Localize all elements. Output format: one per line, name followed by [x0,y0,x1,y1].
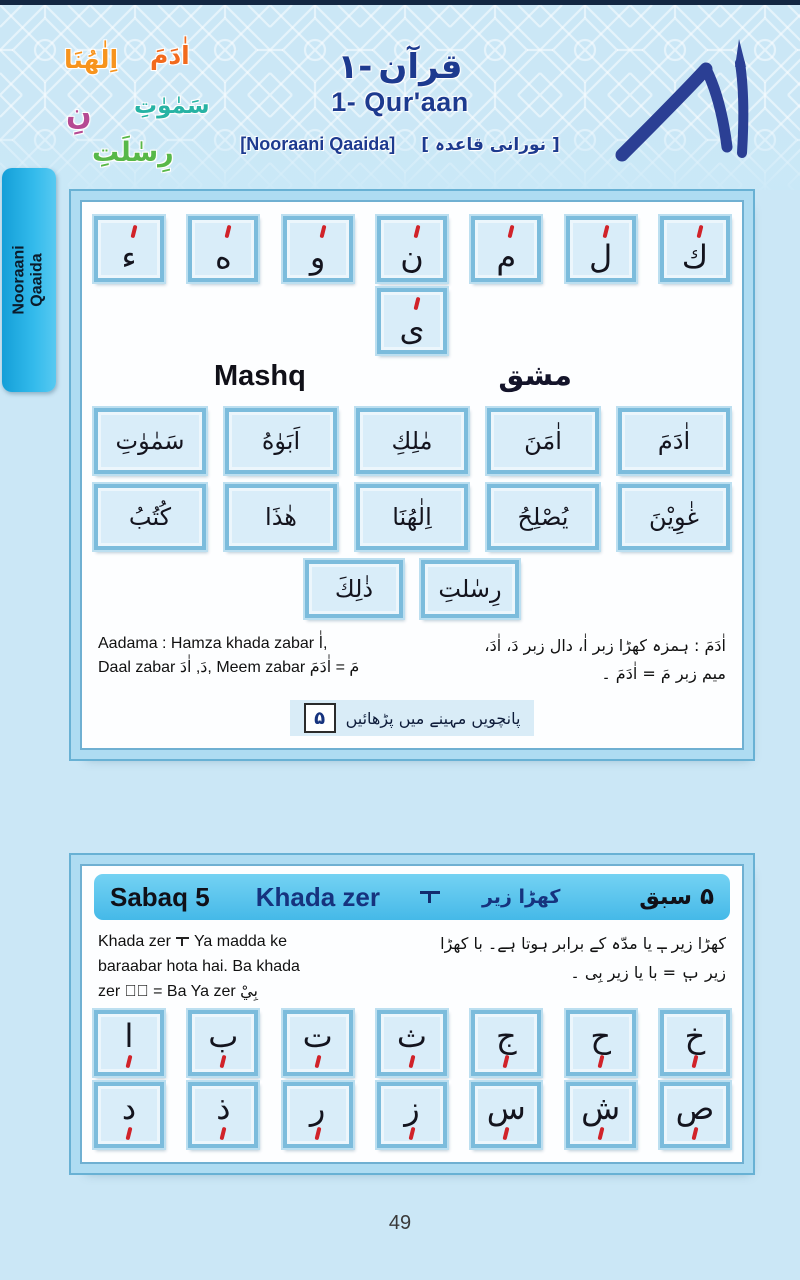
khada-zabar-mark-icon [602,224,609,238]
word-box [421,560,519,618]
note-number-badge: ۵ [304,703,336,733]
letter-box [377,216,447,282]
note-text: پانچویں مہینے میں پڑھائیں [345,708,521,728]
arabic-word: اٰمَنَ [524,427,562,455]
explanation-block [98,632,726,688]
arabic-letter: ا [124,1016,134,1055]
letter-box [566,1010,636,1076]
khada-zabar-mark-icon [696,224,703,238]
khada-zer-mark-icon [125,1055,132,1069]
arabic-letter: خ [684,1016,706,1055]
arabic-letter: ذ [216,1088,231,1127]
khada-zabar-mark-icon [319,224,326,238]
letter-box [377,1082,447,1148]
word-box [618,408,730,474]
sabaq5-body [98,930,726,1004]
khada-zabar-mark-icon [413,296,420,310]
letter-box [188,1082,258,1148]
khada-zabar-mark-icon [508,224,515,238]
title-english: 1- Qur'aan [331,87,469,117]
khada-zer-symbol-icon [420,891,440,903]
letter-box [377,288,447,354]
arabic-letter: ح [590,1016,611,1055]
letter-box [471,1082,541,1148]
khada-zer-mark-icon [597,1127,604,1141]
mashq-heading-arabic: مشق [498,358,572,392]
sabaq5-title-urdu: سبق ۵ [639,884,714,910]
sabaq5-text-english: Khada zer Ya madda ke baraabar hota hai. Ba khada zer بٖ = Ba Ya zer بِيْ [98,933,300,1000]
arabic-word: كُتُبُ [128,503,172,531]
letter-box [283,216,353,282]
arabic-word: اِلٰهُنَا [392,503,432,531]
arabic-letter: ز [404,1088,420,1127]
letter-box [660,216,730,282]
letter-box [94,1082,164,1148]
header-banner [0,5,800,190]
letter-box [188,216,258,282]
arabic-letter: ر [309,1088,326,1127]
letter-box [566,1082,636,1148]
letter-box [660,1010,730,1076]
lesson4-panel [80,200,744,750]
arabic-word: اٰدَمَ [657,427,691,455]
khada-zer-mark-icon [314,1055,321,1069]
decor-word: نِ [66,97,92,132]
decor-word: اِلٰهُنَا [64,45,119,74]
word-box [356,408,468,474]
khada-zabar-mark-icon [413,224,420,238]
sabaq5-text-urdu: کھڑا زیر ـٖ یا مدّہ کے برابر ہوتا ہے۔ با کھڑا زیر بٖ = با یا زیر بِی ۔ [440,934,726,982]
explanation-english: Aadama : Hamza khada zabar اٰ, Daal zabar دَ, اٰدَ, Meem zabar مَ = اٰدَمَ [98,635,360,676]
arabic-word: مٰلِكِ [391,427,433,455]
letter-box [283,1010,353,1076]
arabic-word: اَبَوٰهُ [261,427,301,455]
arabic-letter: م [496,237,517,276]
word-box [487,484,599,550]
word-box [225,484,337,550]
letter-box [471,1010,541,1076]
letter-box [566,216,636,282]
arabic-letter: ص [675,1088,715,1127]
khada-zer-mark-icon [597,1055,604,1069]
explanation-urdu: اٰدَمَ : ہمزہ کھڑا زبر اٰ، دال زبر دَ، اٰدَ، میم زبر مَ = اٰدَمَ ۔ [484,636,726,683]
sabaq5-title-english: Sabaq 5 [110,881,210,912]
arabic-word: سَمٰوٰتِ [115,427,185,455]
letters-row-khada-zer-2 [94,1082,730,1148]
word-box [356,484,468,550]
title-arabic-number: ۱- [337,47,373,87]
letter-box [471,216,541,282]
word-box [305,560,403,618]
word-box [94,484,206,550]
sabaq5-header-strip [94,874,730,920]
arabic-word: ذٰلِكَ [334,575,374,603]
khada-zer-mark-icon [691,1127,698,1141]
sidebar-tab-label: Nooraani Qaaida [10,245,46,315]
word-box [618,484,730,550]
lesson5-panel [80,864,744,1164]
sabaq5-subtitle-english: Khada zer [255,881,380,912]
arabic-letter: ء [121,237,137,276]
khada-zabar-mark-icon [130,224,137,238]
letter-box [94,1010,164,1076]
letters-row-ya [94,288,730,354]
arabic-letter: و [309,237,326,276]
word-box [225,408,337,474]
khada-zer-mark-icon [691,1055,698,1069]
mashq-words-row-2 [94,484,730,550]
title-arabic-word: قرآن [378,47,463,87]
arabic-letter: ج [495,1016,517,1055]
word-box [487,408,599,474]
arabic-letter: ى [399,309,425,348]
teaching-note [290,700,535,736]
sidebar-tab-nooraani-qaaida [2,168,56,392]
arabic-letter: د [121,1088,137,1127]
arabic-letter: ك [681,237,709,276]
word-box [94,408,206,474]
letter-box [377,1010,447,1076]
mashq-words-row-1 [94,408,730,474]
arabic-letter: ه [214,237,232,276]
decor-word: اٰدَمَ [150,41,190,70]
letter-box [188,1010,258,1076]
khada-zer-symbol-icon [176,937,189,946]
khada-zer-mark-icon [503,1055,510,1069]
khada-zer-mark-icon [314,1127,321,1141]
letter-box [660,1082,730,1148]
subtitle-urdu: [ نورانی قاعدہ ] [421,135,560,155]
mashq-heading-english: Mashq [214,360,306,392]
arabic-letter: ل [589,237,613,276]
letter-box [94,216,164,282]
decor-word: سَمٰوٰتِ [134,93,210,119]
page-number: 49 [388,1212,412,1234]
arabic-word: يُصْلِحُ [517,503,569,531]
letters-row-khada-zer-1 [94,1010,730,1076]
decor-word: رِسٰلَتِ [92,137,174,168]
khada-zer-mark-icon [220,1055,227,1069]
arabic-letter: س [486,1088,526,1127]
arabic-word: هٰذَا [265,503,297,531]
subtitle-english: [Nooraani Qaaida] [240,134,396,154]
arabic-word: غٰوِيْنَ [649,503,699,531]
mashq-words-row-3 [94,560,730,618]
arabic-letter: ب [208,1016,239,1055]
khada-zer-mark-icon [220,1127,227,1141]
arabic-letter: ت [302,1016,333,1055]
mashq-heading-row [102,358,722,398]
khada-zabar-mark-icon [225,224,232,238]
arabic-letter: ش [581,1088,621,1127]
arabic-letter: ن [400,237,424,276]
khada-zer-mark-icon [408,1127,415,1141]
letters-row-khada-zabar [94,216,730,282]
calligraphy-swoosh-icon [612,33,792,178]
arabic-letter: ث [396,1016,428,1055]
khada-zer-mark-icon [503,1127,510,1141]
sabaq5-subtitle-urdu: کھڑا زیر [481,886,561,908]
arabic-word: رِسٰلتِ [438,575,502,603]
letter-box [283,1082,353,1148]
khada-zer-mark-icon [408,1055,415,1069]
khada-zer-mark-icon [125,1127,132,1141]
